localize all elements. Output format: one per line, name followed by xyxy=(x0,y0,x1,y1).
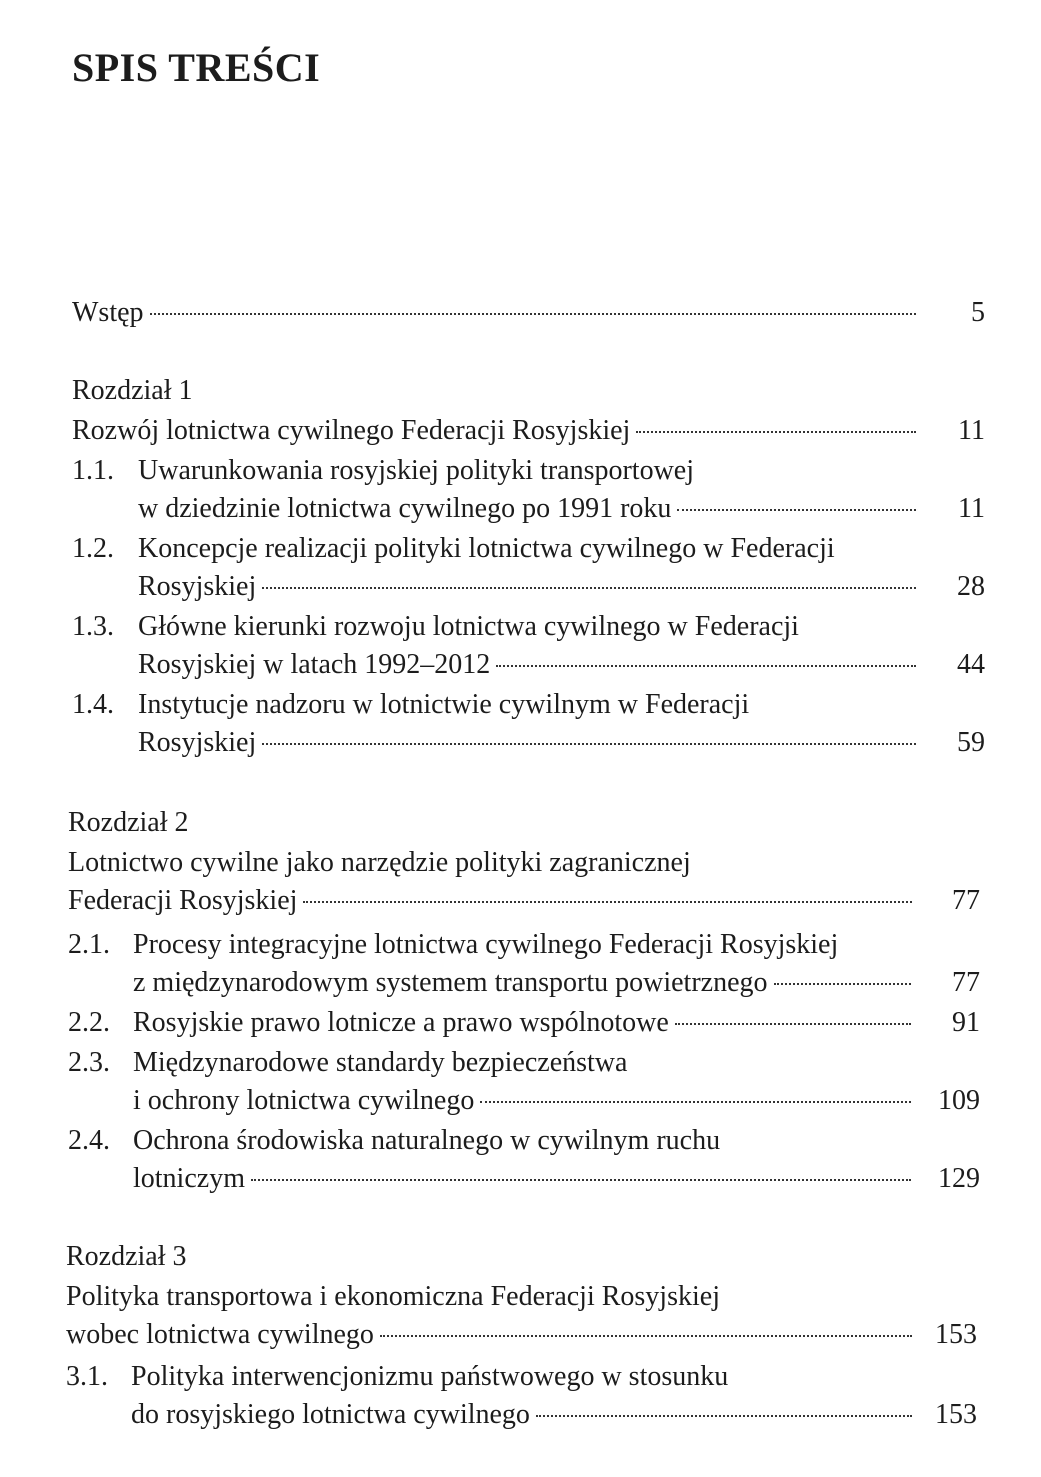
section-title-cont: Rosyjskiej w latach 1992–2012 xyxy=(138,649,491,680)
toc-entry-chapter2[interactable] xyxy=(68,884,916,918)
chapter-heading: Rozdział 2 xyxy=(68,807,189,838)
section-number: 1.4. xyxy=(72,689,114,720)
section-title[interactable]: Ochrona środowiska naturalnego w cywilnym ruchu xyxy=(133,1125,721,1156)
toc-page-number: 5 xyxy=(971,297,985,328)
dot-leader xyxy=(480,1101,911,1103)
toc-page-number: 28 xyxy=(957,571,985,602)
dot-leader xyxy=(774,983,912,985)
section-number: 2.3. xyxy=(68,1047,110,1078)
section-number: 3.1. xyxy=(66,1361,108,1392)
section-number: 2.4. xyxy=(68,1125,110,1156)
section-number: 1.2. xyxy=(72,533,114,564)
section-number: 2.2. xyxy=(68,1007,110,1038)
toc-entry-section[interactable] xyxy=(138,492,920,526)
section-title-cont: lotniczym xyxy=(133,1163,245,1194)
section-number: 2.1. xyxy=(68,929,110,960)
chapter-title-cont: wobec lotnictwa cywilnego xyxy=(66,1319,374,1350)
page-title: SPIS TREŚCI xyxy=(72,45,321,90)
section-title-cont: Rosyjskiej xyxy=(138,727,257,758)
chapter-heading: Rozdział 1 xyxy=(72,375,193,406)
chapter-title: Rozwój lotnictwa cywilnego Federacji Rosyjskiej xyxy=(72,415,631,446)
chapter-title-cont: Federacji Rosyjskiej xyxy=(68,885,298,916)
toc-entry-section[interactable] xyxy=(131,1398,916,1432)
toc-entry-section[interactable] xyxy=(138,648,920,682)
toc-page-number: 11 xyxy=(958,415,985,446)
dot-leader xyxy=(262,587,916,589)
toc-page-number: 44 xyxy=(957,649,985,680)
section-title-cont: do rosyjskiego lotnictwa cywilnego xyxy=(131,1399,530,1430)
section-title[interactable]: Główne kierunki rozwoju lotnictwa cywilnego w Federacji xyxy=(138,611,799,642)
dot-leader xyxy=(675,1023,911,1025)
toc-entry-chapter1[interactable] xyxy=(72,414,920,448)
dot-leader xyxy=(150,313,916,315)
toc-entry-section[interactable] xyxy=(133,1162,915,1196)
toc-page-number: 77 xyxy=(952,885,980,916)
section-title-cont: w dziedzinie lotnictwa cywilnego po 1991 roku xyxy=(138,493,672,524)
section-title[interactable]: Polityka interwencjonizmu państwowego w stosunku xyxy=(131,1361,729,1392)
section-title[interactable]: Instytucje nadzoru w lotnictwie cywilnym w Federacji xyxy=(138,689,750,720)
dot-leader xyxy=(636,431,916,433)
toc-entry-label: Wstęp xyxy=(72,297,144,328)
section-title: Rosyjskie prawo lotnicze a prawo wspólnotowe xyxy=(133,1007,669,1038)
dot-leader xyxy=(496,665,916,667)
section-title[interactable]: Koncepcje realizacji polityki lotnictwa cywilnego w Federacji xyxy=(138,533,835,564)
toc-page-number: 11 xyxy=(958,493,985,524)
toc-page-number: 77 xyxy=(952,967,980,998)
chapter-title[interactable]: Lotnictwo cywilne jako narzędzie polityki zagranicznej xyxy=(68,847,691,878)
toc-entry-section[interactable] xyxy=(133,966,915,1000)
toc-page-number: 91 xyxy=(952,1007,980,1038)
toc-entry-section[interactable] xyxy=(138,726,920,760)
dot-leader xyxy=(262,743,916,745)
section-title-cont: Rosyjskiej xyxy=(138,571,257,602)
toc-page-number: 109 xyxy=(938,1085,980,1116)
toc-entry-section[interactable] xyxy=(133,1084,915,1118)
dot-leader xyxy=(380,1335,912,1337)
section-number: 1.1. xyxy=(72,455,114,486)
section-title-cont: z międzynarodowym systemem transportu powietrznego xyxy=(133,967,768,998)
section-title[interactable]: Uwarunkowania rosyjskiej polityki transportowej xyxy=(138,455,695,486)
toc-entry-section[interactable] xyxy=(133,1006,915,1040)
toc-page-number: 153 xyxy=(935,1319,977,1350)
toc-entry-chapter3[interactable] xyxy=(66,1318,916,1352)
toc-page-number: 59 xyxy=(957,727,985,758)
toc-entry-intro[interactable] xyxy=(72,296,920,330)
section-title[interactable]: Procesy integracyjne lotnictwa cywilnego Federacji Rosyjskiej xyxy=(133,929,839,960)
toc-page-number: 129 xyxy=(938,1163,980,1194)
section-number: 1.3. xyxy=(72,611,114,642)
dot-leader xyxy=(251,1179,911,1181)
toc-entry-section[interactable] xyxy=(138,570,920,604)
chapter-heading: Rozdział 3 xyxy=(66,1241,187,1272)
toc-page-number: 153 xyxy=(935,1399,977,1430)
section-title[interactable]: Międzynarodowe standardy bezpieczeństwa xyxy=(133,1047,628,1078)
dot-leader xyxy=(677,509,916,511)
dot-leader xyxy=(303,901,912,903)
section-title-cont: i ochrony lotnictwa cywilnego xyxy=(133,1085,475,1116)
chapter-title[interactable]: Polityka transportowa i ekonomiczna Federacji Rosyjskiej xyxy=(66,1281,720,1312)
dot-leader xyxy=(536,1415,912,1417)
